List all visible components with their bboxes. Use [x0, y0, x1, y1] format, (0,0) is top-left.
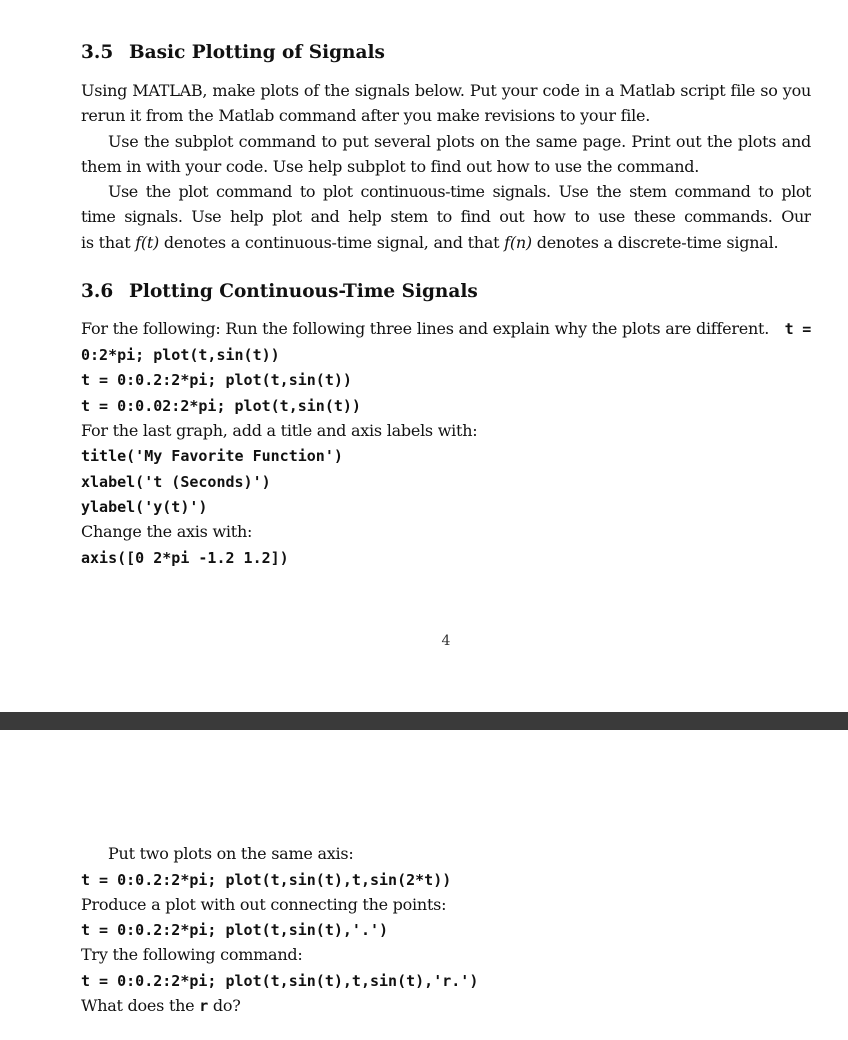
code-line: t = 0:0.2:2*pi; plot(t,sin(t),'.') [81, 921, 389, 939]
text-run: is that [81, 233, 136, 252]
paragraph-line: Try the following command: [81, 945, 303, 964]
paragraph-line: Use the plot command to plot continuous-time signals. Use the stem command to plot [108, 182, 811, 201]
text-run: do? [208, 996, 241, 1015]
section-title: Plotting Continuous-Time Signals [129, 281, 478, 302]
paragraph-line: rerun it from the Matlab command after you make revisions to your file. [81, 106, 651, 125]
paragraph-line: Produce a plot with out connecting the points: [81, 895, 447, 914]
page-separator [0, 712, 848, 730]
math-expression: f(n) [504, 233, 532, 252]
paragraph-line: time signals. Use help plot and help stem to find out how to use these commands. Our [81, 207, 811, 226]
document-page-5 [0, 730, 848, 1040]
paragraph-line [81, 319, 811, 339]
section-heading-3-6 [81, 281, 478, 302]
section-title: Basic Plotting of Signals [129, 42, 385, 63]
text-run: What does the [81, 996, 200, 1015]
code-line: ylabel('y(t)') [81, 498, 208, 516]
code-line: t = 0:0.2:2*pi; plot(t,sin(t),t,sin(t),'r.') [81, 972, 479, 990]
paragraph-line: Change the axis with: [81, 522, 253, 541]
code-line: xlabel('t (Seconds)') [81, 473, 271, 491]
math-expression: f(t) [135, 233, 160, 252]
text-run: denotes a discrete-time signal. [531, 233, 779, 252]
code-line: t = 0:0.2:2*pi; plot(t,sin(t),t,sin(2*t)) [81, 871, 452, 889]
paragraph-line: them in with your code. Use help subplot to find out how to use the command. [81, 157, 700, 176]
code-inline: t = [784, 320, 811, 338]
section-heading-3-5 [81, 42, 385, 63]
code-line: 0:2*pi; plot(t,sin(t)) [81, 346, 280, 364]
section-number: 3.5 [81, 42, 114, 63]
code-line: t = 0:0.2:2*pi; plot(t,sin(t)) [81, 371, 352, 389]
paragraph-line: Use the subplot command to put several plots on the same page. Print out the plots and [108, 132, 811, 151]
paragraph-line: For the last graph, add a title and axis labels with: [81, 421, 478, 440]
code-line: title('My Favorite Function') [81, 447, 343, 465]
text-run: denotes a continuous-time signal, and that [159, 233, 505, 252]
code-inline: r [199, 997, 209, 1015]
paragraph-line: Put two plots on the same axis: [108, 844, 354, 863]
text-run: For the following: Run the following three lines and explain why the plots are different. [81, 319, 770, 338]
code-line: t = 0:0.02:2*pi; plot(t,sin(t)) [81, 397, 361, 415]
page-number: 4 [441, 633, 451, 649]
paragraph-line: Using MATLAB, make plots of the signals below. Put your code in a Matlab script file so you [81, 81, 811, 100]
code-line: axis([0 2*pi -1.2 1.2]) [81, 549, 289, 567]
paragraph-line [81, 233, 811, 253]
paragraph-line [81, 996, 811, 1016]
section-number: 3.6 [81, 281, 114, 302]
